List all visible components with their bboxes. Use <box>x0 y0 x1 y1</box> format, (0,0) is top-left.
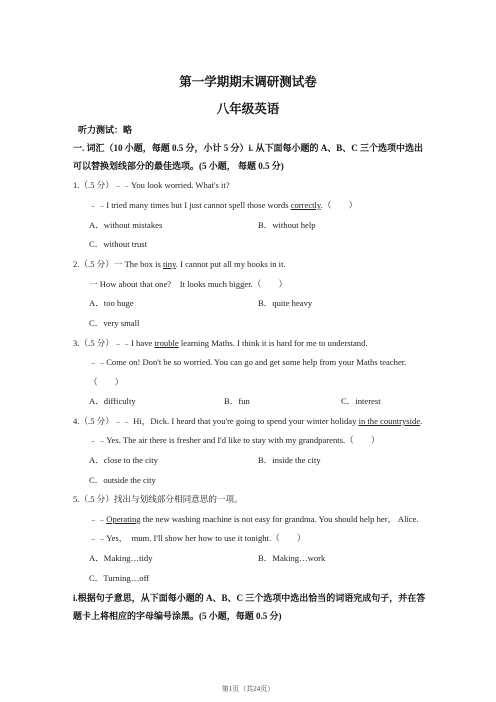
q3-option-a: A．difficulty <box>89 396 136 406</box>
q5-option-c: C．Turning…off <box>89 573 150 583</box>
q2-underlined-word: tiny <box>163 259 176 269</box>
listening-note: 听力测试：略 <box>78 125 133 135</box>
q4-option-b: B．inside the city <box>258 455 321 465</box>
exam-subtitle: 八年级英语 <box>216 102 280 116</box>
q1-option-c: C．without trust <box>89 239 148 249</box>
q3-option-c: C．interest <box>341 396 381 406</box>
q5-stem: 5.（.5 分）找出与划线部分相同意思的一项。 <box>73 494 243 504</box>
q5-option-a: A．Making…tidy <box>89 553 153 563</box>
q3-dialogue: ﹣﹣Come on! Don't be so worried. You can go and get some help from your Maths teacher. <box>89 357 407 367</box>
q2-option-c: C．very small <box>89 318 140 328</box>
q2-option-a: A．too huge <box>89 298 134 308</box>
q1-option-a: A．without mistakes <box>89 220 163 230</box>
exam-title: 第一学期期末调研测试卷 <box>179 75 317 89</box>
q4-underlined-phrase: in the countryside <box>358 416 421 426</box>
q1-option-b: B．without help <box>258 220 316 230</box>
q5-dialogue-1: ﹣﹣Operating the new washing machine is not easy for grandma. You should help her， Alice. <box>89 514 419 524</box>
q3-stem: 3.（.5 分）﹣﹣I have trouble learning Maths. I think it is hard for me to understand. <box>73 338 368 348</box>
q4-dialogue: ﹣﹣Yes. The air there is fresher and I'd like to stay with my grandparents.（ ） <box>89 435 380 445</box>
q1-stem: 1.（.5 分）﹣﹣You look worried. What's it? <box>73 180 230 190</box>
page-footer: 第1页（共24页） <box>221 685 275 693</box>
q4-stem: 4.（.5 分）﹣﹣ Hi，Dick. I heard that you're going to spend your winter holiday in the countryside. <box>73 416 423 426</box>
q1-underlined-word: correctly <box>290 200 321 210</box>
q3-option-b: B．fun <box>224 396 250 406</box>
q2-option-b: B．quite heavy <box>258 298 313 308</box>
q1-dialogue: ﹣﹣I tried many times but I just cannot spell those words correctly.（ ） <box>89 200 358 210</box>
section1-instruction-line2: 可以替换划线部分的最佳选项。(5 小题， 每题 0.5 分) <box>73 161 284 171</box>
q3-answer-blank: （ ） <box>89 377 124 387</box>
q5-dialogue-2: ﹣﹣Yes， mum. I'll show her how to use it tonight.（ ） <box>89 533 306 543</box>
q4-option-c: C．outside the city <box>89 475 156 485</box>
section1-instruction-line1: 一. 词汇（10 小题，每题 0.5 分，小计 5 分）i. 从下面每小题的 A、B、C 三个选项中选出 <box>73 143 424 153</box>
section2-instruction-line1: i.根据句子意思，从下面每小题的 A、B、C 三个选项中选出恰当的词语完成句子，并在答 <box>73 593 426 603</box>
q4-option-a: A．close to the city <box>89 455 158 465</box>
q2-dialogue: 一 How about that one? It looks much bigger.（ ） <box>89 279 288 289</box>
q5-option-b: B．Making…work <box>258 553 326 563</box>
q3-underlined-word: trouble <box>154 338 179 348</box>
q2-stem: 2.（.5 分）一 The box is tiny. I cannot put all my books in it. <box>73 259 286 269</box>
q5-underlined-word: Operating <box>106 514 141 524</box>
section2-instruction-line2: 题卡上将相应的字母编号涂黑。(5 小题，每题 0.5 分) <box>73 611 282 621</box>
